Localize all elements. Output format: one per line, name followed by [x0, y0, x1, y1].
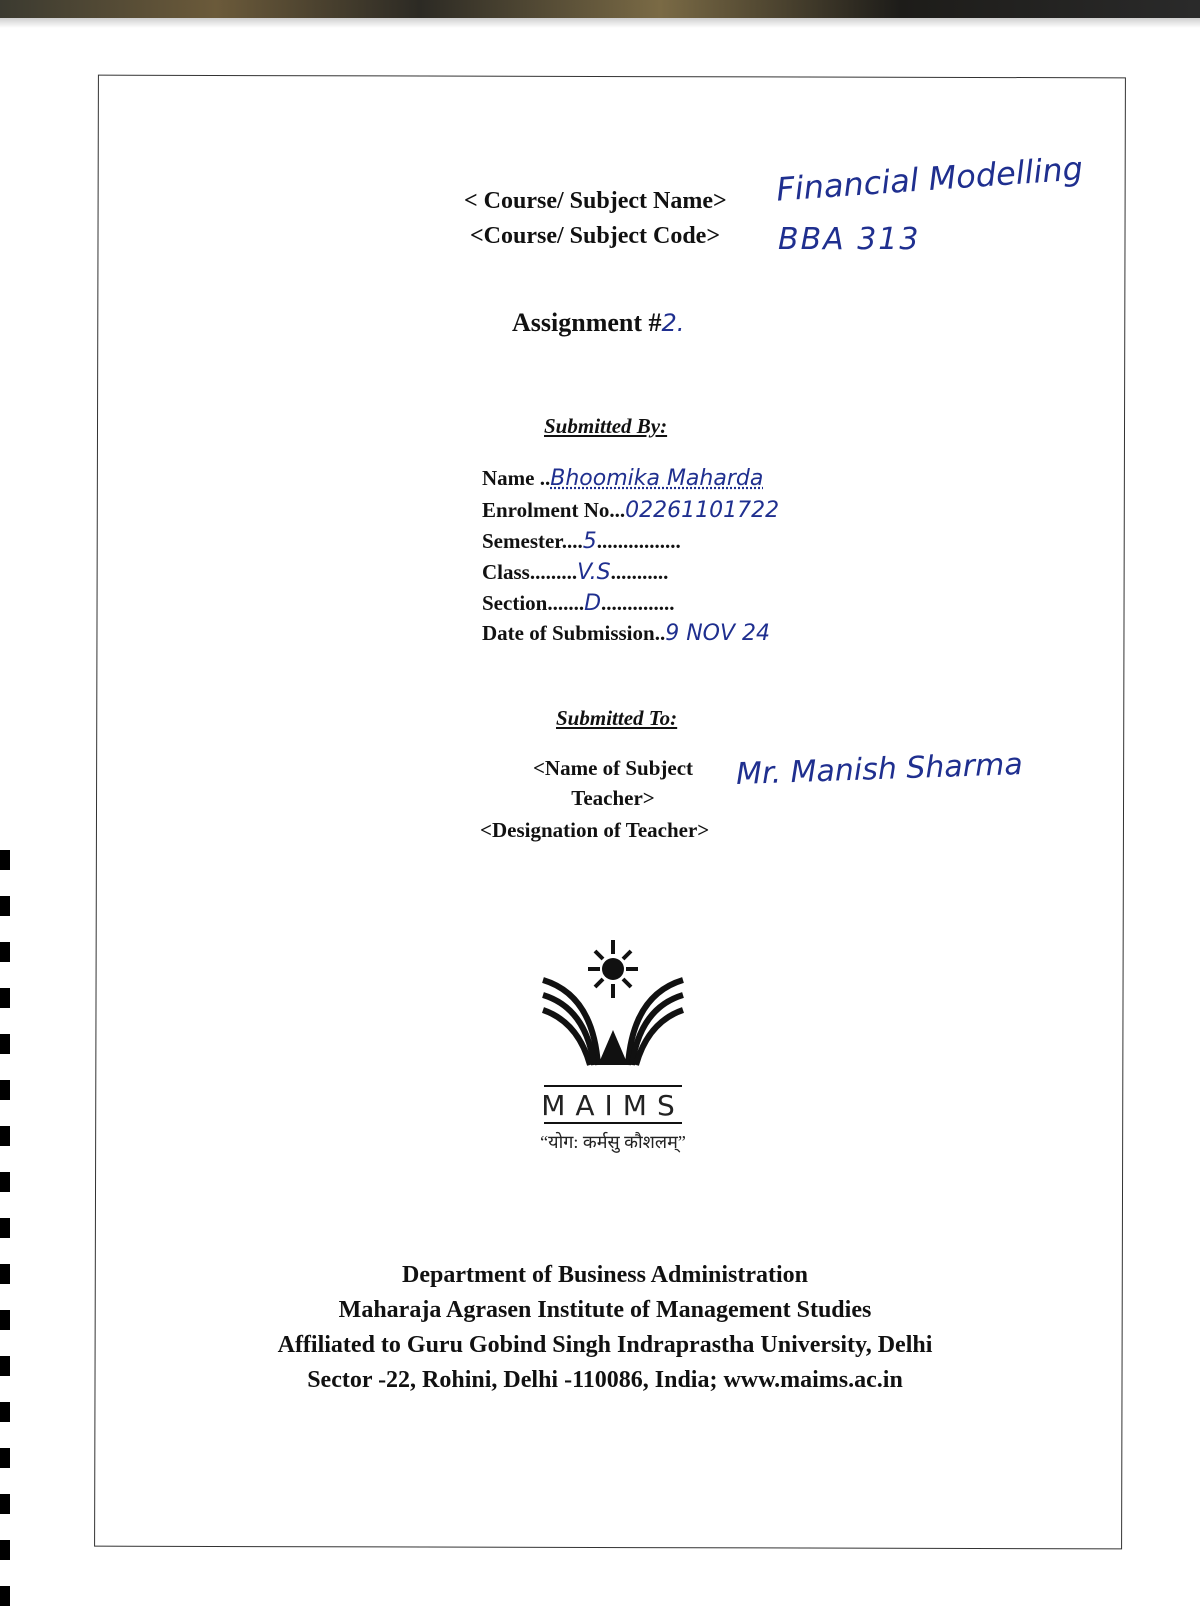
field-section-dots: .............. — [601, 591, 675, 615]
field-section-value: D — [584, 591, 602, 616]
teacher-name-label-line1: <Name of Subject — [532, 756, 694, 780]
field-class-label: Class......... — [482, 560, 578, 584]
assignment-label: Assignment # — [512, 308, 662, 337]
field-section — [482, 591, 675, 616]
logo-motto: “योग: कर्मसु कौशलम्” — [540, 1132, 686, 1152]
teacher-designation-label: <Designation of Teacher> — [480, 818, 710, 842]
field-semester — [482, 529, 681, 554]
course-code-label: <Course/ Subject Code> — [470, 223, 721, 249]
field-semester-label: Semester.... — [482, 529, 583, 553]
teacher-name-value: Mr. Manish Sharma — [735, 747, 1024, 792]
photo-edge-shadow — [0, 18, 1200, 28]
field-enrolment-value: 02261101722 — [625, 498, 780, 523]
field-enrolment-label: Enrolment No... — [482, 498, 626, 522]
field-enrolment — [482, 498, 779, 523]
assignment-number: 2. — [661, 309, 685, 337]
field-class — [482, 560, 668, 585]
assignment-heading — [512, 308, 684, 338]
teacher-name-label-line2: Teacher> — [571, 786, 655, 810]
spiral-binding-holes — [0, 850, 10, 1610]
submitted-by-heading: Submitted By: — [544, 414, 668, 438]
field-date-value: 9 NOV 24 — [665, 621, 771, 646]
field-section-label: Section....... — [482, 591, 585, 615]
photo-background-edge — [0, 0, 1200, 18]
footer-department: Department of Business Administration — [401, 1262, 809, 1288]
footer-institute: Maharaja Agrasen Institute of Management Studies — [338, 1297, 872, 1323]
field-date-label: Date of Submission.. — [482, 621, 666, 645]
field-date — [482, 621, 770, 646]
course-code-value: BBA 313 — [778, 222, 921, 257]
field-name-value: Bhoomika Maharda — [550, 466, 764, 491]
footer-address: Sector -22, Rohini, Delhi -110086, India; www.maims.ac.in — [307, 1367, 903, 1393]
maims-emblem-icon — [538, 940, 688, 1080]
field-name — [482, 466, 763, 491]
institution-footer — [100, 1258, 1110, 1398]
course-name-value: Financial Modelling — [775, 149, 1085, 209]
maims-logo — [538, 940, 688, 1152]
logo-name: MAIMS — [541, 1089, 685, 1122]
course-name-label: < Course/ Subject Name> — [464, 188, 727, 214]
field-semester-value: 5 — [582, 529, 597, 554]
field-semester-dots: ................ — [596, 529, 681, 553]
footer-affiliation: Affiliated to Guru Gobind Singh Indraprastha University, Delhi — [277, 1332, 933, 1358]
submitted-to-heading: Submitted To: — [556, 706, 678, 730]
field-name-label: Name .. — [482, 466, 551, 490]
field-class-dots: ........... — [610, 560, 669, 584]
field-class-value: V.S — [577, 560, 611, 585]
